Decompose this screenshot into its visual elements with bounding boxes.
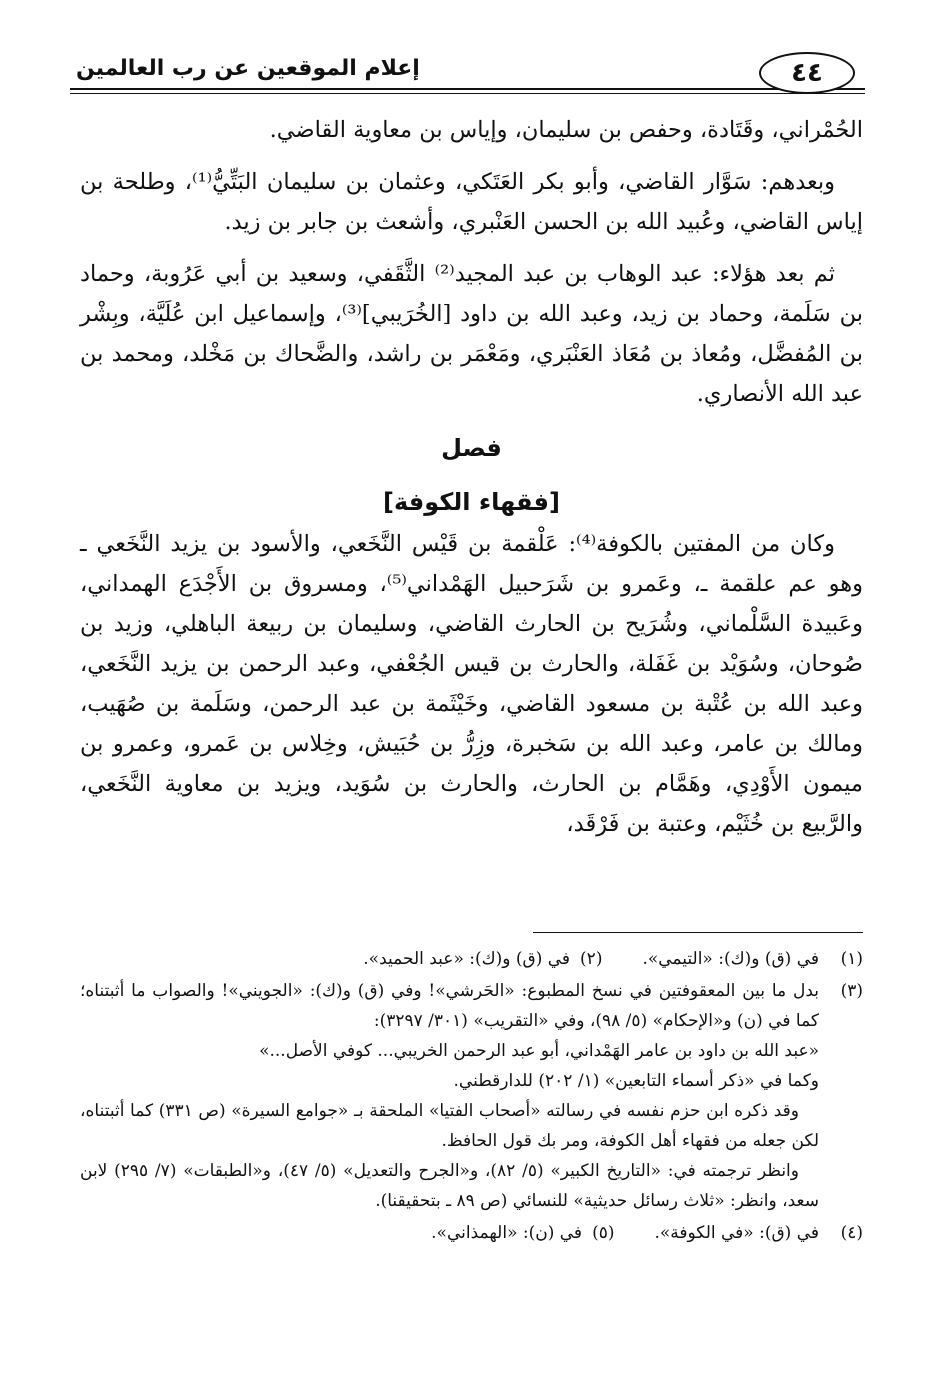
footnote-2-text: في (ق) و(ك): «عبد الحميد».: [363, 949, 571, 969]
book-title: إعلام الموقعين عن رب العالمين: [76, 56, 420, 81]
paragraph-2: وبعدهم: سَوَّار القاضي، وأبو بكر العَتَكي، وعثمان بن سليمان البَتِّيُّ⁽¹⁾، وطلحة بن إياس القاضي، وعُبيد الله بن الحسن العَنْبري، وأشعث بن جابر بن زيد.: [80, 169, 863, 235]
footnote-1-number: (١): [840, 949, 863, 969]
header-rule-thin: [70, 93, 865, 94]
footnote-row-4-5: [80, 1218, 863, 1248]
paragraph-4: وكان من المفتين بالكوفة⁽⁴⁾: عَلْقمة بن قَيْس النَّخَعي، والأسود بن يزيد النَّخَعي ـ وهو عم علقمة ـ، وعَمرو بن شَرَحبيل الهَمْداني⁽⁵⁾، ومسروق بن الأَجْدَع الهمداني، وعَبيدة السَّلْماني، وشُرَيح بن الحارث القاضي، وسليمان بن ربيعة الباهلي، وزيد بن صُوحان، وسُوَيْد بن غَفَلة، والحارث بن قيس الجُعْفي، وعبد الرحمن بن يزيد النَّخَعي، وعبد الله بن عُتْبة بن مسعود القاضي، وخَيْثَمة بن عبد الرحمن، وسَلَمة بن صُهَيب، ومالك بن عامر، وعبد الله بن سَخبرة، وزِرُّ بن حُبَيش، وخِلاس بن عَمرو، وعمرو بن ميمون الأَوْدِي، وهَمَّام بن الحارث، والحارث بن سُوَيد، ويزيد بن معاوية النَّخَعي، والرَّبيع بن خُثَيْم، وعتبة بن فَرْقَد،: [80, 531, 863, 837]
footnote-5-number: (٥): [592, 1223, 615, 1243]
main-text: [80, 110, 863, 856]
footnote-3-paragraph-2: وقد ذكره ابن حزم نفسه في رسالته «أصحاب الفتيا» الملحقة بـ «جوامع السيرة» (ص ٣٣١) كما أثبتناه، لكن جعله من فقهاء أهل الكوفة، ومر بك قول الحافظ.: [80, 1101, 819, 1151]
paragraph-3: ثم بعد هؤلاء: عبد الوهاب بن عبد المجيد⁽²⁾ الثَّقَفي، وسعيد بن أبي عَرُوبة، وحماد بن سَلَمة، وحماد بن زيد، وعبد الله بن داود [الخُرَيبي]⁽³⁾، وإسماعيل ابن عُلَيَّة، وبِشْر بن المُفضَّل، ومُعاذ بن مُعَاذ العَنْبَري، ومَعْمَر بن راشد، والضَّحاك بن مَخْلد، ومحمد بن عبد الله الأنصاري.: [80, 261, 863, 407]
footnote-row-1-2: [80, 944, 863, 974]
footnote-3-number: (٣): [840, 981, 863, 1001]
footnote-2-number: (٢): [580, 949, 603, 969]
footnote-4-number: (٤): [840, 1223, 863, 1243]
header-rule: [70, 88, 865, 90]
footnote-3: [80, 976, 863, 1036]
page-number: ٤٤: [759, 52, 855, 94]
footnote-3-text: بدل ما بين المعقوفتين في نسخ المطبوع: «الحَرشي»! وفي (ق) و(ك): «الجويني»! والصواب ما أثبتناه؛ كما في (ن) و«الإحكام» (٥/ ٩٨)، وفي «التقريب» (٣٠١/ ٣٢٩٧):: [80, 981, 819, 1031]
footnote-3-paragraph-3: وانظر ترجمته في: «التاريخ الكبير» (٥/ ٨٢)، و«الجرح والتعديل» (٥/ ٤٧)، و«الطبقات» (٧/ ٢٩٥) لابن سعد، وانظر: «ثلاث رسائل حديثية» للنسائي (ص ٨٩ ـ بتحقيقنا).: [80, 1161, 819, 1211]
section-subheading: [فقهاء الكوفة]: [383, 488, 560, 516]
footnote-5-text: في (ن): «الهمذاني».: [431, 1223, 583, 1243]
footnote-1-text: في (ق) و(ك): «التيمي».: [642, 949, 819, 969]
footnotes: [80, 944, 863, 1248]
page-header: [70, 44, 865, 104]
footnote-4-text: في (ق): «في الكوفة».: [654, 1223, 819, 1243]
footnote-3-ref: وكما في «ذكر أسماء التابعين» (١/ ٢٠٢) للدارقطني.: [453, 1071, 819, 1091]
section-heading: فصل: [441, 434, 502, 462]
footnote-separator: [533, 932, 863, 933]
footnote-3-quote: «عبد الله بن داود بن عامر الهَمْداني، أبو عبد الرحمن الخريبي... كوفي الأصل...»: [259, 1041, 819, 1061]
paragraph-1: الحُمْراني، وقَتَادة، وحفص بن سليمان، وإياس بن معاوية القاضي.: [269, 117, 863, 143]
